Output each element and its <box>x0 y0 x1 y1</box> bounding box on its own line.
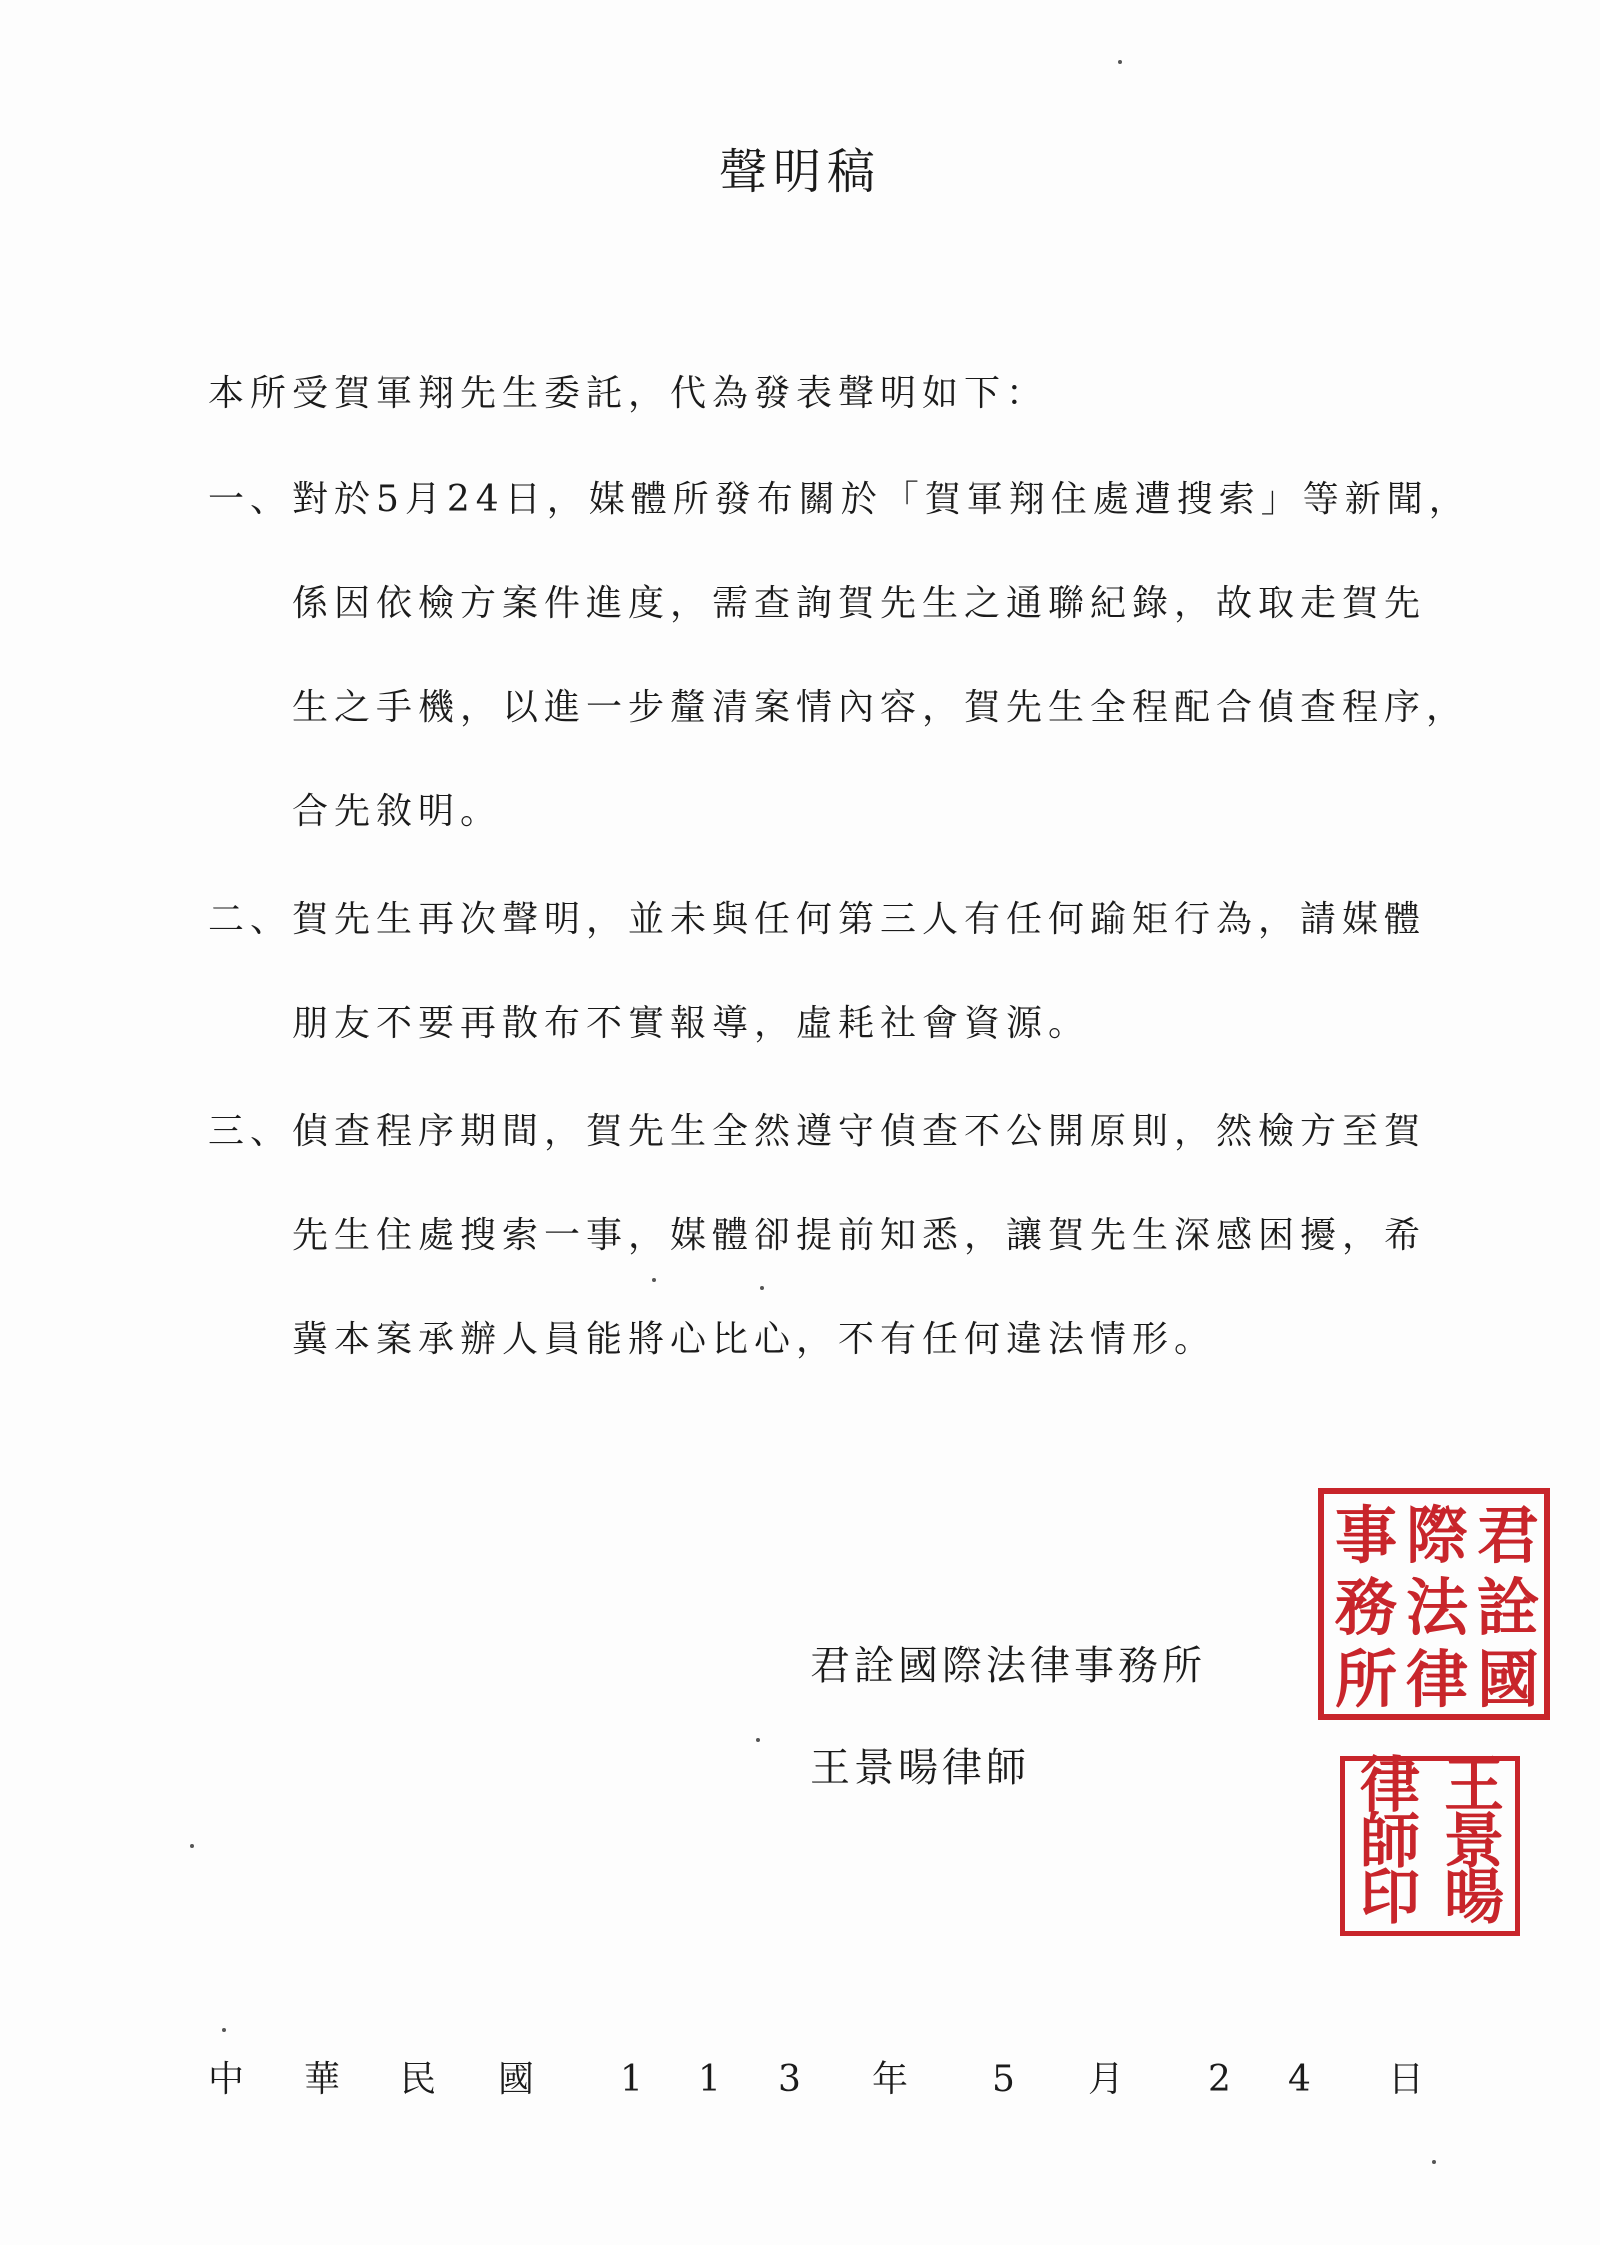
seal-char: 暘 <box>1444 1863 1504 1933</box>
scan-speck <box>1432 2160 1436 2164</box>
scan-speck <box>1118 60 1122 64</box>
item-line: 冀本案承辦人員能將心比心，不有任何違法情形。 <box>292 1319 1217 1360</box>
seal-char: 景 <box>1444 1807 1504 1877</box>
seal-char: 印 <box>1360 1863 1420 1933</box>
date-char: 1 <box>620 2059 643 2100</box>
document-title: 聲明稿 <box>718 144 881 200</box>
firm-name: 君詮國際法律事務所 <box>810 1643 1206 1689</box>
seal-char: 事 <box>1334 1499 1397 1572</box>
date-char: 4 <box>1288 2059 1311 2100</box>
item-number: 三、 <box>208 1111 293 1152</box>
date-char: 2 <box>1208 2059 1231 2100</box>
date-char: 民 <box>400 2059 437 2100</box>
item-line: 生之手機，以進一步釐清案情內容，賀先生全程配合偵查程序， <box>292 687 1469 728</box>
seal-char: 詮 <box>1476 1571 1539 1644</box>
item-line: 合先敘明。 <box>292 791 503 832</box>
seal-char: 國 <box>1476 1643 1539 1716</box>
scan-speck <box>652 1278 656 1282</box>
item-number: 二、 <box>208 899 293 940</box>
date-char: 年 <box>872 2059 909 2100</box>
date-char: 3 <box>778 2059 801 2100</box>
seal-char: 君 <box>1476 1499 1539 1572</box>
date-char: 日 <box>1388 2059 1425 2100</box>
lawyer-name: 王景暘律師 <box>810 1745 1030 1791</box>
seal-char: 法 <box>1405 1571 1468 1644</box>
item-line: 先生住處搜索一事，媒體卻提前知悉，讓賀先生深感困擾，希 <box>292 1215 1427 1256</box>
intro-paragraph: 本所受賀軍翔先生委託，代為發表聲明如下： <box>208 373 1049 414</box>
seal-char: 際 <box>1405 1499 1468 1572</box>
item-line: 賀先生再次聲明，並未與任何第三人有任何踰矩行為，請媒體 <box>292 899 1427 940</box>
scan-speck <box>760 1286 764 1290</box>
date-char: 1 <box>698 2059 721 2100</box>
date-char: 5 <box>992 2059 1015 2100</box>
item-line: 係因依檢方案件進度，需查詢賀先生之通聯紀錄，故取走賀先 <box>292 583 1427 624</box>
scan-speck <box>222 2028 226 2032</box>
date-char: 中 <box>208 2059 245 2100</box>
seal-char: 律 <box>1360 1751 1420 1821</box>
scan-speck <box>190 1844 194 1848</box>
lawyer-seal <box>1340 1751 1520 1936</box>
date-char: 華 <box>304 2059 341 2100</box>
date-char: 國 <box>498 2059 535 2100</box>
seal-char: 律 <box>1405 1643 1468 1716</box>
item-line: 偵查程序期間，賀先生全然遵守偵查不公開原則，然檢方至賀 <box>292 1111 1427 1152</box>
item-line: 對於5月24日，媒體所發布關於「賀軍翔住處遭搜索」等新聞， <box>292 479 1471 520</box>
date-line <box>208 2050 1425 2110</box>
item-line: 朋友不要再散布不實報導，虛耗社會資源。 <box>292 1003 1091 1044</box>
seal-char: 王 <box>1444 1751 1504 1821</box>
seal-char: 師 <box>1360 1807 1420 1877</box>
item-number: 一、 <box>208 479 293 520</box>
firm-seal <box>1318 1488 1550 1720</box>
seal-char: 務 <box>1334 1571 1397 1644</box>
scan-speck <box>756 1738 760 1742</box>
seal-char: 所 <box>1334 1643 1397 1716</box>
date-char: 月 <box>1088 2059 1125 2100</box>
